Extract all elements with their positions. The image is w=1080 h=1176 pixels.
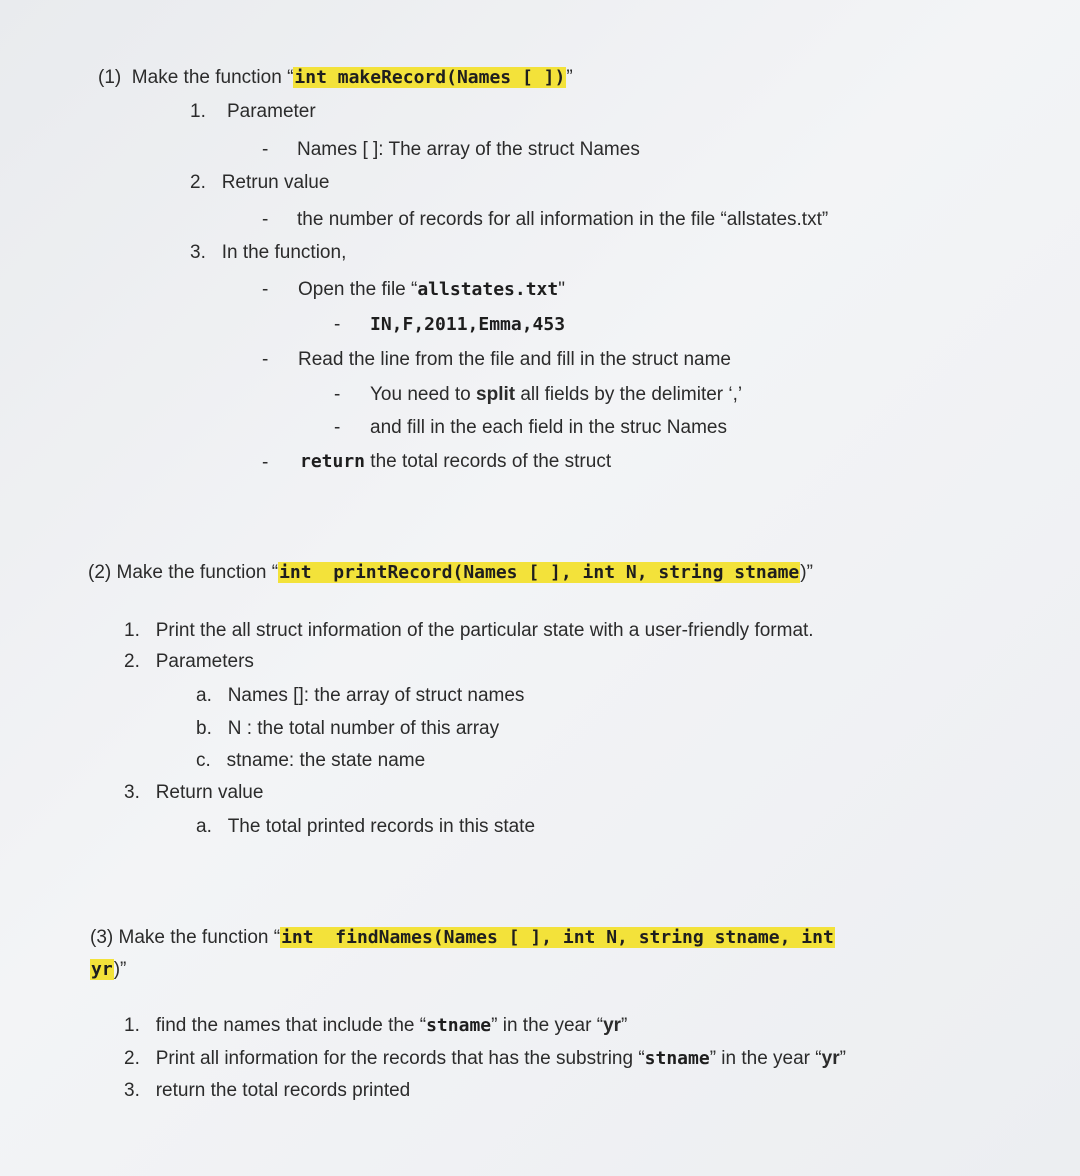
- section3-signature-yr: yr: [91, 959, 113, 980]
- section3-signature: int findNames(Names [ ], int N, string stname, int: [281, 927, 834, 948]
- s1-item-parameter: 1. Parameter: [190, 101, 316, 122]
- filename-code: allstates.txt: [417, 279, 559, 300]
- s2-item-print: 1. Print the all struct information of the particular state with a user-friendly format.: [124, 620, 814, 641]
- return-keyword: return: [300, 451, 366, 472]
- section1-number: (1): [98, 67, 122, 88]
- section1-heading-text: Make the function: [131, 67, 288, 88]
- s1-open-dash: -: [262, 279, 269, 300]
- section1-signature: int makeRecord(Names [ ]): [294, 67, 566, 88]
- s1-return-text: the number of records for all information in the file “allstates.txt”: [297, 209, 829, 230]
- s1-return-records: return the total records of the struct: [300, 451, 612, 472]
- s2-param-a: a. Names []: the array of struct names: [196, 685, 525, 706]
- s2-param-b: b. N : the total number of this array: [196, 718, 500, 739]
- s1-item-function: 3. In the function,: [190, 242, 347, 263]
- s1-read-dash: -: [262, 349, 269, 370]
- section1-heading: (1) Make the function “int makeRecord(Names [ ])”: [98, 67, 573, 88]
- section2-heading: (2) Make the function “int printRecord(Names [ ], int N, string stname)”: [88, 562, 813, 583]
- s3-item-find: 1. find the names that include the “stname” in the year “yr”: [124, 1015, 628, 1036]
- s1-return-dash: -: [262, 209, 269, 230]
- s1-split-text: You need to split all fields by the delimiter ‘,’: [370, 384, 743, 405]
- s1-returnrec-dash: -: [262, 452, 269, 473]
- s1-fill-text: and fill in the each field in the struc Names: [370, 417, 727, 438]
- s1-sample-line: IN,F,2011,Emma,453: [370, 314, 566, 335]
- s3-item-print: 2. Print all information for the records that has the substring “stname” in the year “yr”: [124, 1048, 846, 1069]
- s3-item-return: 3. return the total records printed: [124, 1080, 411, 1101]
- s1-param-names: -: [262, 139, 269, 160]
- s1-fill-dash: -: [334, 417, 341, 438]
- section3-heading: (3) Make the function “int findNames(Names [ ], int N, string stname, int: [90, 927, 834, 948]
- s1-open-file: Open the file “allstates.txt": [298, 279, 565, 300]
- s2-item-return: 3. Return value: [124, 782, 264, 803]
- section3-heading-cont: yr)”: [91, 959, 127, 980]
- s2-return-a: a. The total printed records in this state: [196, 816, 536, 837]
- s1-split-dash: -: [334, 384, 341, 405]
- section2-signature: int printRecord(Names [ ], int N, string stname: [279, 562, 800, 583]
- s1-read-line: Read the line from the file and fill in the struct name: [298, 349, 732, 370]
- s2-param-c: c. stname: the state name: [196, 750, 426, 771]
- s1-param-names-text: Names [ ]: The array of the struct Names: [297, 139, 640, 160]
- s1-item-return: 2. Retrun value: [190, 172, 330, 193]
- s2-item-parameters: 2. Parameters: [124, 651, 254, 672]
- s1-sample-dash: -: [334, 314, 341, 335]
